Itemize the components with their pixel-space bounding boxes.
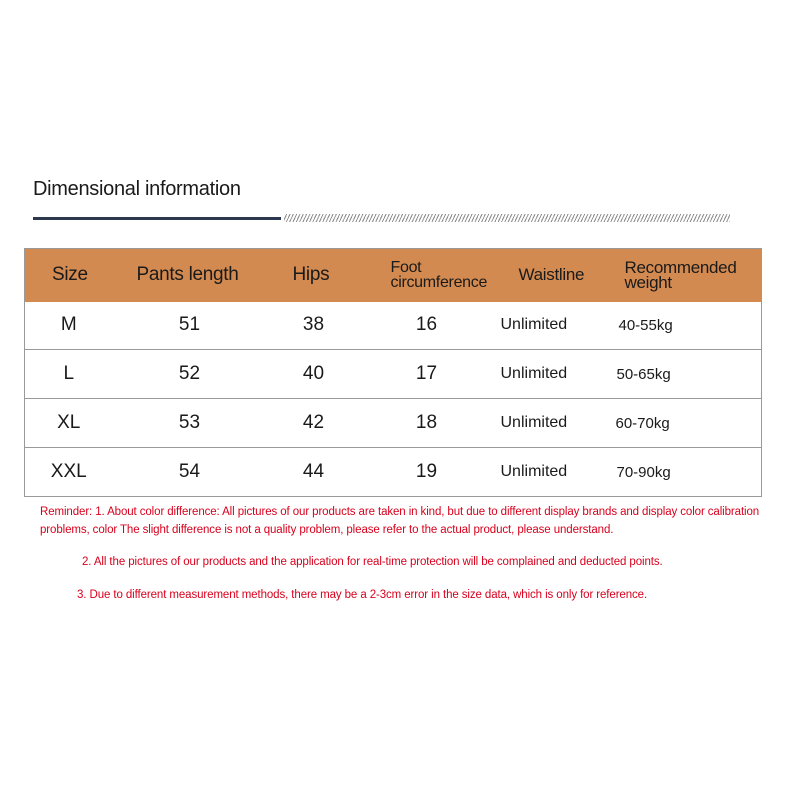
- header-weight-line2: weight: [624, 273, 672, 293]
- table-row: [25, 350, 762, 399]
- header-weight-line1: Recommended: [624, 258, 737, 278]
- reminder-note-2: 2. All the pictures of our products and the application for real-time protection will be complained and deducted points.: [82, 556, 663, 568]
- table-row: [25, 302, 762, 350]
- table-header-row: [25, 249, 762, 302]
- cell-size: M: [60, 314, 77, 336]
- cell-weight: 70-90kg: [616, 463, 671, 481]
- cell-size: XL: [57, 412, 81, 433]
- cell-pants-length: 51: [178, 314, 201, 336]
- header-waistline: Waistline: [518, 265, 585, 285]
- title-underline: [33, 217, 281, 220]
- cell-hips: 40: [302, 363, 325, 384]
- cell-hips: 38: [302, 314, 325, 336]
- header-foot-circumference: [361, 249, 493, 302]
- cell-size: L: [63, 363, 75, 384]
- cell-foot: 17: [415, 363, 438, 384]
- header-size: Size: [52, 264, 88, 286]
- cell-waistline: Unlimited: [500, 365, 568, 382]
- cell-weight: 50-65kg: [616, 365, 671, 383]
- header-pants-length: Pants length: [136, 264, 239, 286]
- cell-hips: 42: [302, 412, 325, 433]
- cell-foot: 18: [415, 412, 438, 433]
- size-chart-table: [24, 248, 762, 497]
- cell-pants-length: 52: [178, 363, 201, 384]
- cell-hips: 44: [302, 461, 325, 482]
- header-hips: Hips: [292, 264, 330, 286]
- cell-waistline: Unlimited: [500, 463, 568, 480]
- cell-pants-length: 54: [178, 461, 201, 482]
- cell-weight: 60-70kg: [615, 414, 670, 432]
- reminder-note-3: 3. Due to different measurement methods, there may be a 2-3cm error in the size data, which is only for reference.: [77, 589, 648, 601]
- cell-pants-length: 53: [178, 412, 201, 433]
- cell-weight: 40-55kg: [618, 316, 673, 334]
- header-foot-line1: Foot: [390, 259, 422, 277]
- table-row: [25, 399, 762, 448]
- reminder-note-1: Reminder: 1. About color difference: All pictures of our products are taken in kind, but due to different display brands and display color calibration problems, color The slight difference is not a quality problem, please refer to the actual product, please understand.: [40, 506, 760, 536]
- cell-waistline: Unlimited: [500, 316, 568, 334]
- title-hatch-divider: [284, 214, 730, 222]
- cell-waistline: Unlimited: [500, 414, 568, 431]
- reminder-notes: [40, 503, 760, 604]
- table-row: [25, 448, 762, 497]
- cell-foot: 16: [415, 314, 438, 336]
- header-foot-line2: circumference: [390, 274, 488, 292]
- page-title: Dimensional information: [33, 178, 241, 200]
- cell-foot: 19: [415, 461, 438, 482]
- header-recommended-weight: [607, 249, 762, 302]
- cell-size: XXL: [50, 461, 87, 482]
